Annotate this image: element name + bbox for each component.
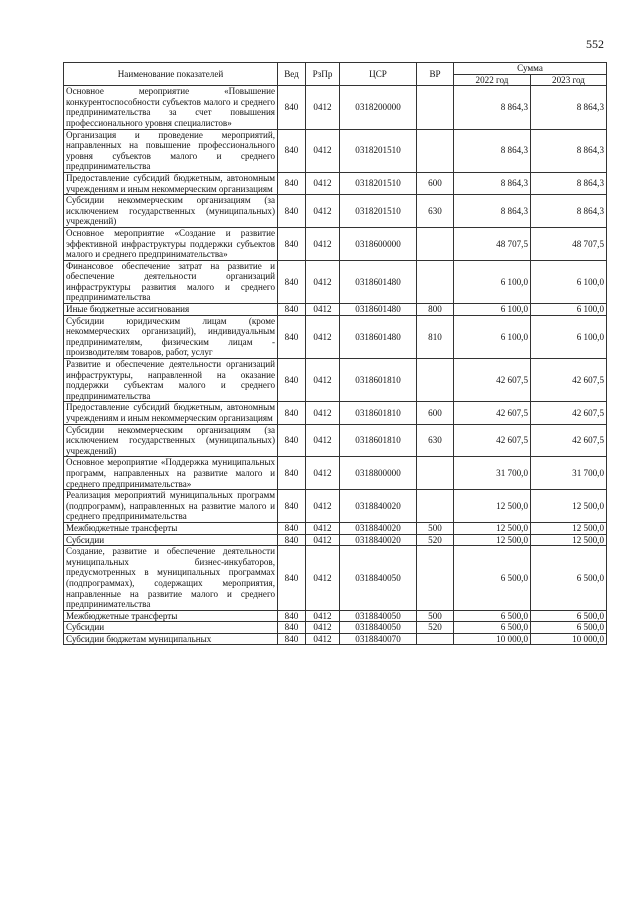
cell-rzpr: 0412 [306,315,340,358]
cell-name: Основное мероприятие «Создание и развитие эффективной инфраструктуры поддержки субъектов малого и среднего предпринимательства» [64,227,278,260]
cell-y2023: 10 000,0 [531,633,607,645]
cell-vr [417,490,454,523]
cell-name: Межбюджетные трансферты [64,610,278,622]
cell-vr: 500 [417,610,454,622]
cell-name: Финансовое обеспечение затрат на развитие и обеспечение деятельности организаций инфраструктуры развития малого и среднего предпринимательства [64,260,278,303]
cell-name: Реализация мероприятий муниципальных программ (подпрограмм), направленных на развитие малого и среднего предпринимательства [64,490,278,523]
cell-ved: 840 [278,633,306,645]
cell-vr [417,546,454,611]
col-header-csr: ЦСР [340,63,417,86]
cell-rzpr: 0412 [306,86,340,129]
cell-csr: 0318601810 [340,359,417,402]
cell-y2022: 6 100,0 [454,304,531,316]
table-row [64,172,607,194]
cell-y2023: 6 100,0 [531,260,607,303]
table-row [64,490,607,523]
table-row [64,522,607,534]
cell-y2022: 48 707,5 [454,227,531,260]
cell-vr: 630 [417,424,454,457]
cell-csr: 0318800000 [340,457,417,490]
cell-csr: 0318200000 [340,86,417,129]
cell-y2022: 8 864,3 [454,86,531,129]
cell-vr: 500 [417,522,454,534]
table-row [64,227,607,260]
cell-vr: 800 [417,304,454,316]
cell-rzpr: 0412 [306,610,340,622]
cell-vr: 600 [417,402,454,424]
col-header-2022: 2022 год [454,74,531,86]
table-row [64,622,607,634]
cell-y2022: 6 500,0 [454,546,531,611]
cell-rzpr: 0412 [306,402,340,424]
cell-csr: 0318601480 [340,315,417,358]
cell-ved: 840 [278,490,306,523]
cell-csr: 0318840050 [340,622,417,634]
cell-y2022: 12 500,0 [454,522,531,534]
table-row [64,633,607,645]
table-row [64,195,607,228]
cell-y2022: 10 000,0 [454,633,531,645]
cell-csr: 0318601480 [340,260,417,303]
cell-ved: 840 [278,534,306,546]
table-row [64,359,607,402]
cell-y2023: 6 100,0 [531,315,607,358]
cell-rzpr: 0412 [306,522,340,534]
cell-csr: 0318601480 [340,304,417,316]
cell-y2023: 42 607,5 [531,359,607,402]
cell-rzpr: 0412 [306,260,340,303]
cell-ved: 840 [278,260,306,303]
cell-ved: 840 [278,359,306,402]
cell-y2023: 8 864,3 [531,195,607,228]
cell-vr: 630 [417,195,454,228]
table-row [64,424,607,457]
cell-csr: 0318600000 [340,227,417,260]
cell-csr: 0318840070 [340,633,417,645]
col-header-2023: 2023 год [531,74,607,86]
cell-vr [417,359,454,402]
table-row [64,534,607,546]
cell-csr: 0318601810 [340,424,417,457]
cell-vr [417,260,454,303]
table-row [64,457,607,490]
cell-csr: 0318840050 [340,610,417,622]
cell-vr: 600 [417,172,454,194]
cell-y2023: 6 500,0 [531,610,607,622]
cell-y2022: 42 607,5 [454,424,531,457]
cell-vr: 810 [417,315,454,358]
cell-name: Предоставление субсидий бюджетным, автономным учреждениям и иным некоммерческим организациям [64,402,278,424]
cell-name: Развитие и обеспечение деятельности организаций инфраструктуры, направленной на оказание поддержки субъектам малого и среднего предпринимательства [64,359,278,402]
cell-name: Создание, развитие и обеспечение деятельности муниципальных бизнес-инкубаторов, предусмотренных в муниципальных программах (подпрограммах), содержащих мероприятия, направленные на развитие малого и среднего предпринимательства [64,546,278,611]
cell-ved: 840 [278,402,306,424]
cell-y2023: 12 500,0 [531,522,607,534]
cell-rzpr: 0412 [306,490,340,523]
cell-y2022: 42 607,5 [454,402,531,424]
cell-y2022: 8 864,3 [454,195,531,228]
cell-y2023: 8 864,3 [531,129,607,172]
cell-name: Межбюджетные трансферты [64,522,278,534]
cell-rzpr: 0412 [306,457,340,490]
cell-y2023: 42 607,5 [531,424,607,457]
cell-y2022: 8 864,3 [454,129,531,172]
cell-rzpr: 0412 [306,424,340,457]
cell-y2022: 31 700,0 [454,457,531,490]
cell-ved: 840 [278,172,306,194]
cell-vr [417,633,454,645]
cell-y2022: 8 864,3 [454,172,531,194]
table-row [64,304,607,316]
cell-vr [417,457,454,490]
table-row [64,129,607,172]
cell-csr: 0318201510 [340,172,417,194]
cell-rzpr: 0412 [306,227,340,260]
cell-name: Субсидии [64,622,278,634]
cell-rzpr: 0412 [306,304,340,316]
cell-rzpr: 0412 [306,172,340,194]
cell-ved: 840 [278,457,306,490]
cell-y2023: 6 500,0 [531,622,607,634]
col-header-vr: ВР [417,63,454,86]
budget-table [63,62,607,645]
cell-y2022: 6 500,0 [454,622,531,634]
cell-ved: 840 [278,424,306,457]
cell-y2023: 8 864,3 [531,172,607,194]
cell-ved: 840 [278,522,306,534]
cell-y2022: 6 500,0 [454,610,531,622]
cell-name: Субсидии бюджетам муниципальных [64,633,278,645]
cell-y2022: 12 500,0 [454,534,531,546]
cell-y2023: 6 500,0 [531,546,607,611]
cell-name: Основное мероприятие «Поддержка муниципальных программ, направленных на развитие малого и среднего предпринимательства» [64,457,278,490]
cell-csr: 0318840050 [340,546,417,611]
cell-rzpr: 0412 [306,546,340,611]
cell-name: Субсидии некоммерческим организациям (за исключением государственных (муниципальных) учреждений) [64,195,278,228]
cell-name: Субсидии некоммерческим организациям (за исключением государственных (муниципальных) учреждений) [64,424,278,457]
cell-csr: 0318601810 [340,402,417,424]
cell-rzpr: 0412 [306,622,340,634]
cell-ved: 840 [278,227,306,260]
cell-y2023: 48 707,5 [531,227,607,260]
cell-rzpr: 0412 [306,359,340,402]
cell-ved: 840 [278,195,306,228]
cell-name: Субсидии [64,534,278,546]
cell-vr: 520 [417,534,454,546]
cell-rzpr: 0412 [306,129,340,172]
table-row [64,546,607,611]
cell-rzpr: 0412 [306,534,340,546]
cell-rzpr: 0412 [306,195,340,228]
cell-vr [417,129,454,172]
cell-vr [417,227,454,260]
cell-ved: 840 [278,315,306,358]
cell-csr: 0318840020 [340,490,417,523]
cell-y2023: 12 500,0 [531,534,607,546]
cell-name: Иные бюджетные ассигнования [64,304,278,316]
cell-vr: 520 [417,622,454,634]
cell-y2022: 42 607,5 [454,359,531,402]
cell-ved: 840 [278,304,306,316]
cell-name: Организация и проведение мероприятий, направленных на повышение профессионального уровня субъектов малого и среднего предпринимательства [64,129,278,172]
cell-csr: 0318201510 [340,129,417,172]
col-header-rzpr: РзПр [306,63,340,86]
table-row [64,315,607,358]
cell-ved: 840 [278,622,306,634]
cell-y2023: 42 607,5 [531,402,607,424]
cell-vr [417,86,454,129]
cell-y2023: 6 100,0 [531,304,607,316]
cell-y2023: 12 500,0 [531,490,607,523]
cell-y2022: 6 100,0 [454,315,531,358]
cell-ved: 840 [278,129,306,172]
cell-y2022: 6 100,0 [454,260,531,303]
cell-name: Основное мероприятие «Повышение конкурентоспособности субъектов малого и среднего предпринимательства за счет повышения профессионального уровня специалистов» [64,86,278,129]
cell-y2022: 12 500,0 [454,490,531,523]
cell-ved: 840 [278,610,306,622]
cell-ved: 840 [278,546,306,611]
cell-csr: 0318840020 [340,522,417,534]
col-header-name: Наименование показателей [64,63,278,86]
cell-ved: 840 [278,86,306,129]
col-header-ved: Вед [278,63,306,86]
cell-name: Предоставление субсидий бюджетным, автономным учреждениям и иным некоммерческим организациям [64,172,278,194]
table-row [64,260,607,303]
cell-csr: 0318201510 [340,195,417,228]
table-row [64,610,607,622]
page-number: 552 [586,37,604,51]
table-row [64,402,607,424]
cell-y2023: 8 864,3 [531,86,607,129]
cell-csr: 0318840020 [340,534,417,546]
cell-y2023: 31 700,0 [531,457,607,490]
col-header-sum: Сумма [454,63,607,75]
cell-rzpr: 0412 [306,633,340,645]
table-row [64,86,607,129]
cell-name: Субсидии юридическим лицам (кроме некоммерческих организаций), индивидуальным предпринимателям, физическим лицам - производителям товаров, работ, услуг [64,315,278,358]
